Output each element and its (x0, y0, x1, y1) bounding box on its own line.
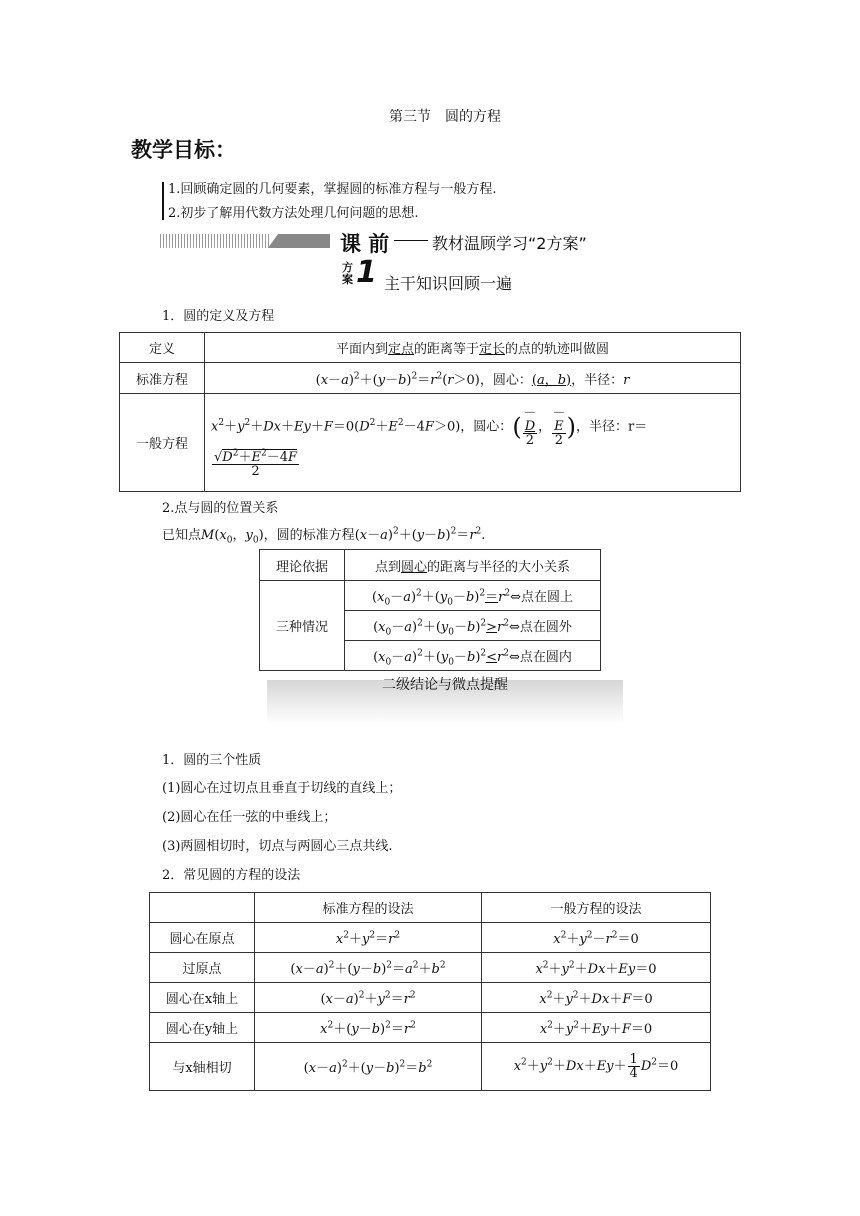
plan-number: 1 (356, 255, 377, 290)
setups-heading: 2．常见圆的方程的设法 (162, 868, 301, 883)
std-equation: $(x-a)^2+(y-b)^2=r^2(r>0)$，圆心：(a，b)，半径：r (205, 363, 741, 394)
t3-row-label: 圆心在x轴上 (150, 983, 255, 1013)
gray-banner-title: 二级结论与微点提醒 (382, 677, 508, 693)
prop-item-1: (1)圆心在过切点且垂直于切线的直线上； (162, 781, 402, 796)
prop-item-2: (2)圆心在任一弦的中垂线上； (162, 810, 337, 825)
circle-definition-table (119, 332, 741, 492)
def-label: 定义 (120, 333, 205, 363)
plan-label: 方案 (342, 261, 353, 286)
t3-std-cell: $(x-a)^2+(y-b)^2=a^2+b^2$ (255, 953, 482, 983)
t2-case-out: $(x_0-a)^2+(y_0-b)^2>r^2\Leftrightarrow$点在圆外 (345, 611, 601, 641)
gen-label: 一般方程 (120, 394, 205, 492)
banner-title: 课 前 (340, 232, 390, 256)
t3-corner (150, 893, 255, 923)
goals-bracket (162, 182, 164, 220)
t3-gen-cell: $x^2+y^2+Dx+Ey+$ $\frac{1}{4}$ $D^2=0$ (482, 1043, 711, 1091)
t3-col-gen: 一般方程的设法 (482, 893, 711, 923)
gen-equation: $x^2+y^2+Dx+Ey+F=0(D^2+E^2-4F>0)$，圆心：( － D 2 ，－ E 2 )，半径：r＝ $\frac{√D^2+E^2-4F}{2}$ (205, 394, 741, 492)
goal-item-2: 2.初步了解用代数方法处理几何问题的思想. (168, 206, 419, 221)
t3-gen-cell: $x^2+y^2+Ey+F=0$ (482, 1013, 711, 1043)
t2-case-in: $(x_0-a)^2+(y_0-b)^2<r^2\Leftrightarrow$点在圆内 (345, 641, 601, 671)
banner-subtitle: 教材温顾学习“2方案” (432, 234, 587, 253)
section1-heading: 1．圆的定义及方程 (162, 309, 275, 324)
t3-gen-cell: $x^2+y^2+Dx+Ey=0$ (482, 953, 711, 983)
banner-dash (394, 240, 428, 241)
t3-std-cell: $(x-a)^2+(y-b)^2=b^2$ (255, 1043, 482, 1091)
t3-row-label: 圆心在y轴上 (150, 1013, 255, 1043)
t3-row-label: 过原点 (150, 953, 255, 983)
section-title: 第三节 圆的方程 (389, 109, 501, 125)
plan-text: 主干知识回顾一遍 (384, 274, 513, 293)
goals-title: 教学目标： (131, 138, 236, 162)
t3-std-cell: $x^2+(y-b)^2=r^2$ (255, 1013, 482, 1043)
t3-gen-cell: $x^2+y^2-r^2=0$ (482, 923, 711, 953)
std-label: 标准方程 (120, 363, 205, 394)
t3-row-label: 圆心在原点 (150, 923, 255, 953)
t2-cases-label: 三种情况 (260, 581, 345, 671)
t3-row-label: 与x轴相切 (150, 1043, 255, 1091)
t2-case-on: $(x_0-a)^2+(y_0-b)^2=r^2\Leftrightarrow$点在圆上 (345, 581, 601, 611)
section2-heading: 2.点与圆的位置关系 (162, 501, 279, 516)
equation-setup-table (149, 892, 711, 1091)
t3-col-std: 标准方程的设法 (255, 893, 482, 923)
prop-item-3: (3)两圆相切时，切点与两圆心三点共线. (162, 839, 393, 854)
point-circle-table (259, 549, 601, 671)
t2-header-2: 点到圆心的距离与半径的大小关系 (345, 550, 601, 581)
def-text: 平面内到定点的距离等于定长的点的轨迹叫做圆 (205, 333, 741, 363)
t3-gen-cell: $x^2+y^2+Dx+F=0$ (482, 983, 711, 1013)
t3-std-cell: $(x-a)^2+y^2=r^2$ (255, 983, 482, 1013)
props-heading: 1．圆的三个性质 (162, 753, 262, 768)
known-statement: 已知点$M(x_0$，$y_0$)，圆的标准方程$(x-a)^2+(y-b)^2=r^2$. (162, 526, 486, 546)
goal-item-1: 1.回顾确定圆的几何要素，掌握圆的标准方程与一般方程. (168, 182, 497, 197)
t3-std-cell: $x^2+y^2=r^2$ (255, 923, 482, 953)
banner-decoration (160, 234, 270, 248)
t2-header-1: 理论依据 (260, 550, 345, 581)
banner-bar (268, 234, 330, 248)
